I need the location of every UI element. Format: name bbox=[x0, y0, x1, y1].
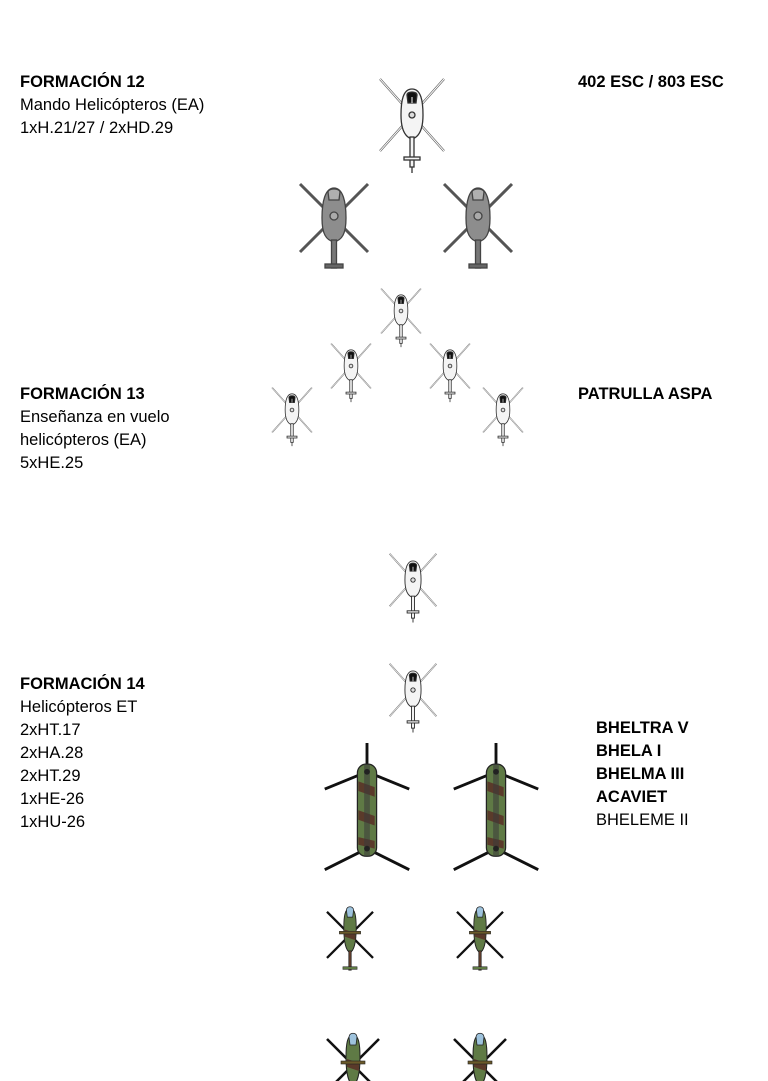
formation-14-line-4: 2xHT.29 bbox=[20, 767, 81, 785]
white-helicopter-icon bbox=[322, 15, 412, 125]
formation-13-unit: PATRULLA ASPA bbox=[578, 385, 713, 403]
grey-helicopter-icon bbox=[244, 118, 334, 228]
formation-12-title: FORMACIÓN 12 bbox=[20, 73, 145, 91]
grey-helicopter-icon bbox=[388, 118, 478, 228]
formation-14-unit-2: BHELA I bbox=[596, 742, 662, 760]
attack-helicopter-icon bbox=[410, 975, 480, 1065]
attack-helicopter-icon bbox=[418, 855, 480, 935]
formation-12-line-2: 1xH.21/27 / 2xHD.29 bbox=[20, 119, 174, 137]
formation-12-line-1: Mando Helicópteros (EA) bbox=[20, 96, 205, 114]
formation-14-unit-3: BHELMA III bbox=[596, 765, 685, 783]
formation-14-unit-4: ACAVIET bbox=[596, 788, 668, 806]
attack-helicopter-icon bbox=[288, 855, 350, 935]
formation-14-units bbox=[596, 717, 689, 832]
attack-helicopter-icon bbox=[283, 975, 353, 1065]
white-helicopter-icon bbox=[394, 303, 450, 373]
formation-14-title: FORMACIÓN 14 bbox=[20, 675, 145, 693]
white-helicopter-icon bbox=[345, 248, 401, 318]
white-helicopter-icon bbox=[447, 347, 503, 417]
white-helicopter-icon bbox=[347, 506, 413, 588]
tandem-rotor-helicopter-icon bbox=[400, 674, 496, 812]
white-helicopter-icon bbox=[295, 303, 351, 373]
formation-14-line-2: 2xHT.17 bbox=[20, 721, 81, 739]
formation-13-title: FORMACIÓN 13 bbox=[20, 385, 145, 403]
formation-14-unit-5: BHELEME II bbox=[596, 811, 689, 829]
formation-14-line-6: 1xHU-26 bbox=[20, 813, 86, 831]
formation-14-line-5: 1xHE-26 bbox=[20, 790, 85, 808]
formation-14-block bbox=[20, 673, 145, 834]
formation-14-unit-1: BHELTRA V bbox=[596, 719, 689, 737]
formation-14-line-3: 2xHA.28 bbox=[20, 744, 84, 762]
formation-12-block bbox=[20, 71, 204, 140]
formation-12-unit: 402 ESC / 803 ESC bbox=[578, 73, 724, 91]
formation-13-line-2: helicópteros (EA) bbox=[20, 431, 147, 449]
formation-14-line-1: Helicópteros ET bbox=[20, 698, 138, 716]
white-helicopter-icon bbox=[236, 347, 292, 417]
formation-13-line-1: Enseñanza en vuelo bbox=[20, 408, 170, 426]
tandem-rotor-helicopter-icon bbox=[271, 674, 367, 812]
formation-13-block bbox=[20, 383, 170, 475]
formation-13-line-3: 5xHE.25 bbox=[20, 454, 84, 472]
